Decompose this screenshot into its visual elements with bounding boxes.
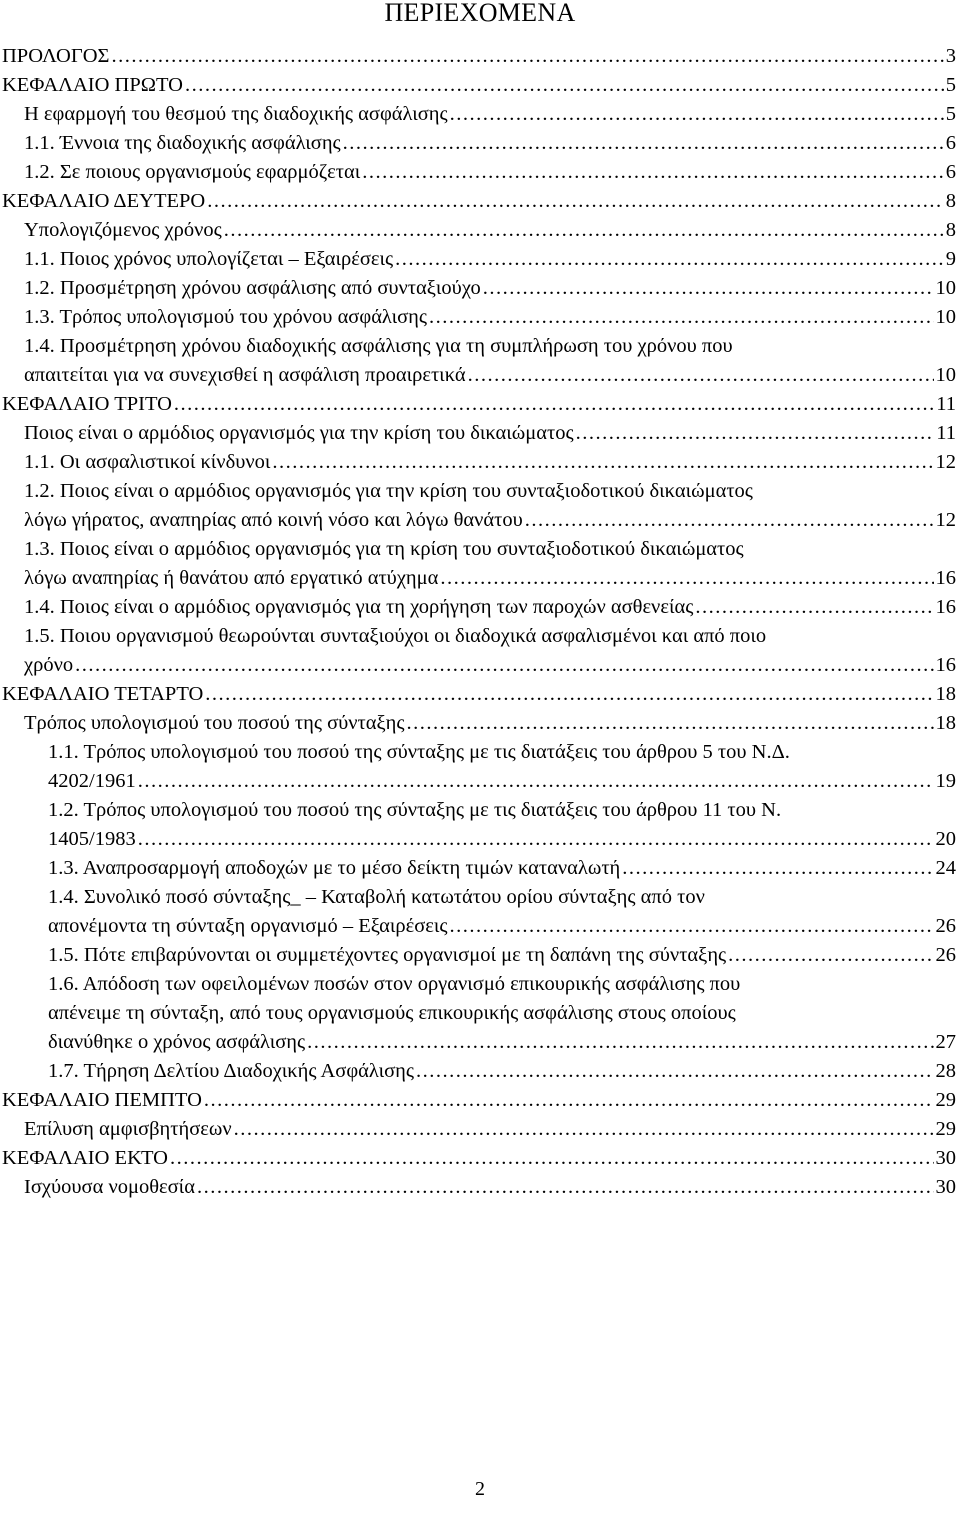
dot-leader	[111, 42, 943, 71]
toc-entry-text: απένειμε τη σύνταξη, από τους οργανισμούς επικουρικής ασφάλισης στους οποίους	[48, 1002, 736, 1024]
toc-entry[interactable]	[0, 796, 960, 854]
toc-entry-text: ΚΕΦΑΛΑΙΟ ΔΕΥΤΕΡΟ	[2, 190, 206, 212]
toc-entry-page: 16	[935, 654, 956, 676]
toc-entry[interactable]	[0, 1173, 960, 1202]
toc-entry-line	[24, 245, 960, 274]
toc-entry[interactable]	[0, 245, 960, 274]
toc-entry-text: 1.1. Τρόπος υπολογισμού του ποσού της σύνταξης με τις διατάξεις του άρθρου 5 του Ν.Δ.	[48, 741, 790, 763]
toc-entry-text: 1.7. Τήρηση Δελτίου Διαδοχικής Ασφάλισης	[48, 1060, 414, 1082]
dot-leader	[185, 71, 944, 100]
toc-entry-line	[24, 564, 960, 593]
toc-entry[interactable]	[0, 100, 960, 129]
dot-leader	[343, 129, 944, 158]
toc-entry-text: ΚΕΦΑΛΑΙΟ ΤΡΙΤΟ	[2, 393, 172, 415]
toc-entry-page: 18	[935, 683, 956, 705]
toc-entry-line	[2, 42, 960, 71]
toc-entry-page: 26	[935, 915, 956, 937]
toc-entry-page: 6	[945, 161, 956, 183]
dot-leader	[440, 564, 933, 593]
toc-entry-text: 1.1. Ποιος χρόνος υπολογίζεται – Εξαιρέσεις	[24, 248, 394, 270]
toc-entry-line	[24, 361, 960, 390]
toc-entry-text: ΠΡΟΛΟΓΟΣ	[2, 45, 110, 67]
toc-entry[interactable]	[0, 1144, 960, 1173]
dot-leader	[468, 361, 934, 390]
dot-leader	[234, 1115, 934, 1144]
toc-entry-text: 1.2. Προσμέτρηση χρόνου ασφάλισης από συνταξιούχο	[24, 277, 481, 299]
toc-entry-line	[24, 593, 960, 622]
toc-entry[interactable]	[0, 1057, 960, 1086]
dot-leader	[174, 390, 934, 419]
toc-entry-text: 1.2. Ποιος είναι ο αρμόδιος οργανισμός για την κρίση του συνταξιοδοτικού δικαιώματος	[24, 480, 753, 502]
toc-entry[interactable]	[0, 680, 960, 709]
toc-entry-text: Τρόπος υπολογισμού του ποσού της σύνταξης	[24, 712, 405, 734]
toc-entry-text: Ισχύουσα νομοθεσία	[24, 1176, 195, 1198]
dot-leader	[450, 100, 944, 129]
toc-entry-text: 1.1. Οι ασφαλιστικοί κίνδυνοι	[24, 451, 271, 473]
toc-entry-line	[2, 71, 960, 100]
toc-entry-text: 1.2. Σε ποιους οργανισμούς εφαρμόζεται	[24, 161, 361, 183]
toc-entry-line	[48, 912, 960, 941]
dot-leader	[450, 912, 934, 941]
toc-entry-text: 1.3. Τρόπος υπολογισμού του χρόνου ασφάλισης	[24, 306, 428, 328]
toc-entry-line	[24, 709, 960, 738]
toc-entry-page: 6	[945, 132, 956, 154]
toc-entry[interactable]	[0, 332, 960, 390]
dot-leader	[204, 1086, 934, 1115]
dot-leader	[407, 709, 934, 738]
toc-entry-line	[24, 274, 960, 303]
dot-leader	[483, 274, 934, 303]
toc-entry-page: 11	[936, 422, 956, 444]
toc-entry-text: 1.2. Τρόπος υπολογισμού του ποσού της σύνταξης με τις διατάξεις του άρθρου 11 του Ν.	[48, 799, 782, 821]
toc-entry[interactable]	[0, 1115, 960, 1144]
toc-entry[interactable]	[0, 622, 960, 680]
toc-entry-page: 8	[945, 190, 956, 212]
dot-leader	[395, 245, 944, 274]
toc-entry[interactable]	[0, 593, 960, 622]
toc-entry[interactable]	[0, 1086, 960, 1115]
toc-entry[interactable]	[0, 709, 960, 738]
toc-entry-page: 29	[935, 1118, 956, 1140]
toc-entry[interactable]	[0, 158, 960, 187]
toc-entry-text: ΚΕΦΑΛΑΙΟ ΤΕΤΑΡΤΟ	[2, 683, 204, 705]
toc-entry-line	[24, 100, 960, 129]
dot-leader	[197, 1173, 934, 1202]
dot-leader	[429, 303, 933, 332]
toc-entry-page: 8	[945, 219, 956, 241]
dot-leader	[728, 941, 933, 970]
toc-entry-text: χρόνο	[24, 654, 74, 676]
toc-entry-page: 9	[945, 248, 956, 270]
toc-entry-line	[2, 680, 960, 709]
toc-entry[interactable]	[0, 129, 960, 158]
toc-entry-line	[24, 1115, 960, 1144]
toc-entry-line	[24, 216, 960, 245]
toc-entry[interactable]	[0, 71, 960, 100]
toc-entry[interactable]	[0, 303, 960, 332]
toc-entry-text: 1.6. Απόδοση των οφειλομένων ποσών στον οργανισμό επικουρικής ασφάλισης που	[48, 973, 741, 995]
toc-entry-page: 3	[945, 45, 956, 67]
page-number: 2	[475, 1478, 485, 1500]
toc-entry-line	[48, 767, 960, 796]
dot-leader	[224, 216, 944, 245]
toc-entry[interactable]	[0, 419, 960, 448]
toc-entry-page: 11	[936, 393, 956, 415]
toc-entry[interactable]	[0, 274, 960, 303]
toc-entry-text: 1405/1983	[48, 828, 136, 850]
toc-entry[interactable]	[0, 854, 960, 883]
toc-entry-text: απαιτείται για να συνεχισθεί η ασφάλιση προαιρετικά	[24, 364, 466, 386]
toc-entry-page: 18	[935, 712, 956, 734]
toc-entry-page: 10	[935, 277, 956, 299]
toc-entry-text: 1.3. Αναπροσαρμογή αποδοχών με το μέσο δείκτη τιμών καταναλωτή	[48, 857, 621, 879]
toc-entry-page: 24	[935, 857, 956, 879]
toc-entry-page: 28	[935, 1060, 956, 1082]
toc-entry-text: 1.4. Συνολικό ποσό σύνταξης_ – Καταβολή κατωτάτου ορίου σύνταξης από τον	[48, 886, 705, 908]
toc-entry-text: ΚΕΦΑΛΑΙΟ ΠΡΩΤΟ	[2, 74, 183, 96]
toc-entry-page: 5	[945, 103, 956, 125]
toc-entry-line	[24, 419, 960, 448]
dot-leader	[205, 680, 933, 709]
dot-leader	[695, 593, 933, 622]
toc-entry-text: Η εφαρμογή του θεσμού της διαδοχικής ασφάλισης	[24, 103, 448, 125]
toc-entry-page: 30	[935, 1176, 956, 1198]
toc-entry-line	[24, 651, 960, 680]
toc-entry-line	[24, 448, 960, 477]
toc-entry-page: 10	[935, 364, 956, 386]
toc-entry[interactable]	[0, 477, 960, 535]
toc-entry-text: 1.5. Πότε επιβαρύνονται οι συμμετέχοντες οργανισμοί με τη δαπάνη της σύνταξης	[48, 944, 727, 966]
toc-entry-page: 12	[935, 509, 956, 531]
page-title: ΠΕΡΙΕΧΟΜΕΝΑ	[384, 0, 576, 27]
toc-entry-line	[48, 1057, 960, 1086]
toc-entry-page: 10	[935, 306, 956, 328]
dot-leader	[622, 854, 933, 883]
toc-entry-line	[24, 158, 960, 187]
dot-leader	[207, 187, 944, 216]
toc-entry-text: 1.1. Έννοια της διαδοχικής ασφάλισης	[24, 132, 341, 154]
toc-entry-text: 1.4. Προσμέτρηση χρόνου διαδοχικής ασφάλισης για τη συμπλήρωση του χρόνου που	[24, 335, 733, 357]
toc-entry-page: 16	[935, 567, 956, 589]
toc-entry-text: ΚΕΦΑΛΑΙΟ ΠΕΜΠΤΟ	[2, 1089, 202, 1111]
toc-entry-text: 1.5. Ποιου οργανισμού θεωρούνται συνταξιούχοι οι διαδοχικά ασφαλισμένοι και από ποιο	[24, 625, 767, 647]
toc-entry-page: 16	[935, 596, 956, 618]
toc-entry-line	[24, 129, 960, 158]
toc-entry-line	[24, 506, 960, 535]
toc-entry[interactable]	[0, 941, 960, 970]
toc-entry-text: Επίλυση αμφισβητήσεων	[24, 1118, 232, 1140]
toc-entry-line	[48, 825, 960, 854]
toc-entry-text: Ποιος είναι ο αρμόδιος οργανισμός για την κρίση του δικαιώματος	[24, 422, 574, 444]
toc-entry-line	[24, 1173, 960, 1202]
toc-entry-line	[48, 1028, 960, 1057]
toc-entry-line	[48, 941, 960, 970]
toc-entry-line	[2, 1086, 960, 1115]
toc-entry[interactable]	[0, 738, 960, 796]
dot-leader	[416, 1057, 934, 1086]
dot-leader	[307, 1028, 933, 1057]
toc-entry-text: Υπολογιζόμενος χρόνος	[24, 219, 222, 241]
toc-entry-text: 1.3. Ποιος είναι ο αρμόδιος οργανισμός για τη κρίση του συνταξιοδοτικού δικαιώματος	[24, 538, 744, 560]
dot-leader	[138, 767, 934, 796]
dot-leader	[272, 448, 933, 477]
dot-leader	[75, 651, 933, 680]
toc-entry-text: λόγω αναπηρίας ή θανάτου από εργατικό ατύχημα	[24, 567, 439, 589]
toc-entry-text: λόγω γήρατος, αναπηρίας από κοινή νόσο και λόγω θανάτου	[24, 509, 523, 531]
toc-entry-text: 4202/1961	[48, 770, 136, 792]
toc-entry-text: απονέμοντα τη σύνταξη οργανισμό – Εξαιρέσεις	[48, 915, 448, 937]
toc-entry[interactable]	[0, 42, 960, 71]
toc-entry-text: 1.4. Ποιος είναι ο αρμόδιος οργανισμός για τη χορήγηση των παροχών ασθενείας	[24, 596, 694, 618]
toc-entry-text: ΚΕΦΑΛΑΙΟ ΕΚΤΟ	[2, 1147, 168, 1169]
dot-leader	[138, 825, 934, 854]
toc-entry-line	[2, 1144, 960, 1173]
toc-entry[interactable]	[0, 535, 960, 593]
toc-entry[interactable]	[0, 883, 960, 941]
toc-entry-page: 19	[935, 770, 956, 792]
dot-leader	[170, 1144, 934, 1173]
toc-entry-page: 29	[935, 1089, 956, 1111]
toc-entry-page: 5	[945, 74, 956, 96]
toc-entry-text: διανύθηκε ο χρόνος ασφάλισης	[48, 1031, 306, 1053]
toc-entry[interactable]	[0, 448, 960, 477]
toc-entry-page: 27	[935, 1031, 956, 1053]
toc-entry[interactable]	[0, 216, 960, 245]
toc-entry-page: 30	[935, 1147, 956, 1169]
toc-entry[interactable]	[0, 390, 960, 419]
toc-entry-line	[2, 390, 960, 419]
toc-entry-line	[2, 187, 960, 216]
toc-entry-page: 12	[935, 451, 956, 473]
dot-leader	[576, 419, 935, 448]
toc-entry-line	[24, 303, 960, 332]
table-of-contents	[0, 42, 960, 1202]
toc-entry[interactable]	[0, 187, 960, 216]
toc-entry-page: 20	[935, 828, 956, 850]
toc-entry-line	[48, 854, 960, 883]
toc-entry[interactable]	[0, 970, 960, 1057]
dot-leader	[525, 506, 934, 535]
dot-leader	[362, 158, 943, 187]
toc-entry-page: 26	[935, 944, 956, 966]
